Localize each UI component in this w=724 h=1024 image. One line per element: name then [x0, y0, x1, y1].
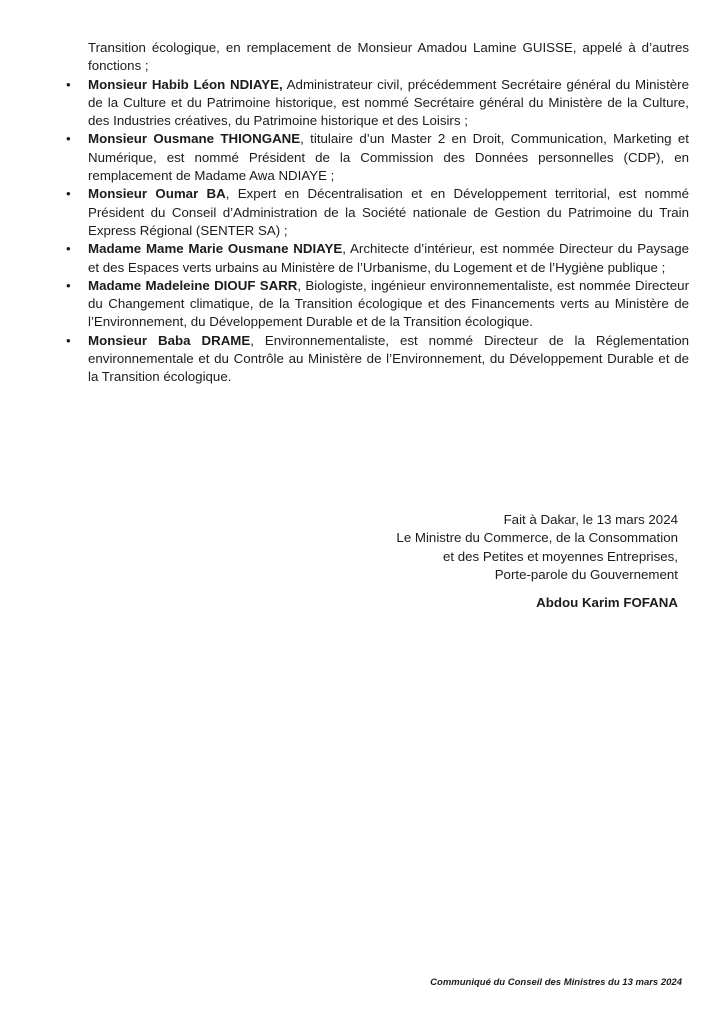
bullet-icon: • [66, 186, 71, 202]
list-item-baba-drame [66, 332, 689, 387]
continuation-paragraph: Transition écologique, en remplacement de Monsieur Amadou Lamine GUISSE, appelé à d’autres fonctions ; [88, 40, 689, 74]
appointment-text: Administrateur civil, précédemment Secrétaire général du Ministère de la Culture et du Patrimoine historique, est nommé Secrétaire général du Ministère de la Culture, des Industries créatives, du Patrimoine historique et des Loisirs ; [88, 76, 689, 129]
signature-block [396, 511, 678, 612]
appointment-text: , Architecte d’intérieur, est nommée Directeur du Paysage et des Espaces verts urbains au Ministère de l’Urbanisme, du Logement et de l’Hygiène publique ; [88, 241, 689, 275]
appointee-name: Madame Madeleine DIOUF SARR [88, 277, 298, 293]
list-item-madeleine-diouf-sarr [66, 277, 689, 332]
appointment-text: , Expert en Décentralisation et en Développement territorial, est nommé Président du Conseil d’Administration de la Société nationale de Gestion du Patrimoine du Train Express Régional (SENTER SA) ; [88, 186, 690, 238]
signature-title-line-2: et des Petites et moyennes Entreprises, [442, 548, 678, 564]
list-item-oumar-ba [66, 185, 690, 240]
signatory-name: Abdou Karim FOFANA [536, 595, 678, 611]
appointment-text: , Environnementaliste, est nommé Directeur de la Réglementation environnementale et du Contrôle au Ministère de l’Environnement, du Développement Durable et de la Transition écologique. [88, 332, 689, 385]
appointee-name: Monsieur Baba DRAME [88, 332, 251, 348]
signature-title-line-3: Porte-parole du Gouvernement [494, 566, 678, 582]
appointment-text: , titulaire d’un Master 2 en Droit, Communication, Marketing et Numérique, est nommé Président de la Commission des Données personnelles (CDP), en remplacement de Madame Awa NDIAYE ; [88, 131, 689, 184]
signature-place-date: Fait à Dakar, le 13 mars 2024 [503, 512, 678, 527]
list-item-mame-marie-ousmane-ndiaye [66, 240, 689, 277]
bullet-icon: • [66, 76, 71, 92]
bullet-icon: • [66, 241, 71, 257]
appointment-text: , Biologiste, ingénieur environnementaliste, est nommée Directeur du Changement climatique, de la Transition écologique et des Financements verts au Ministère de l’Environnement, du Développement Durable et de la Transition écologique. [88, 277, 689, 330]
list-item-ousmane-thiongane [66, 130, 689, 185]
appointee-name: Monsieur Ousmane THIONGANE [88, 131, 301, 147]
list-item-habib-leon-ndiaye [66, 76, 689, 131]
appointee-name: Monsieur Oumar BA [88, 186, 226, 202]
signature-title-line-1: Le Ministre du Commerce, de la Consommation [396, 530, 678, 546]
bullet-icon: • [66, 131, 71, 147]
footer-note: Communiqué du Conseil des Ministres du 13 mars 2024 [430, 977, 682, 988]
document-body [66, 39, 690, 387]
appointee-name: Monsieur Habib Léon NDIAYE, [88, 76, 283, 92]
bullet-icon: • [66, 277, 71, 293]
appointee-name: Madame Mame Marie Ousmane NDIAYE [88, 241, 343, 257]
bullet-icon: • [66, 332, 71, 348]
